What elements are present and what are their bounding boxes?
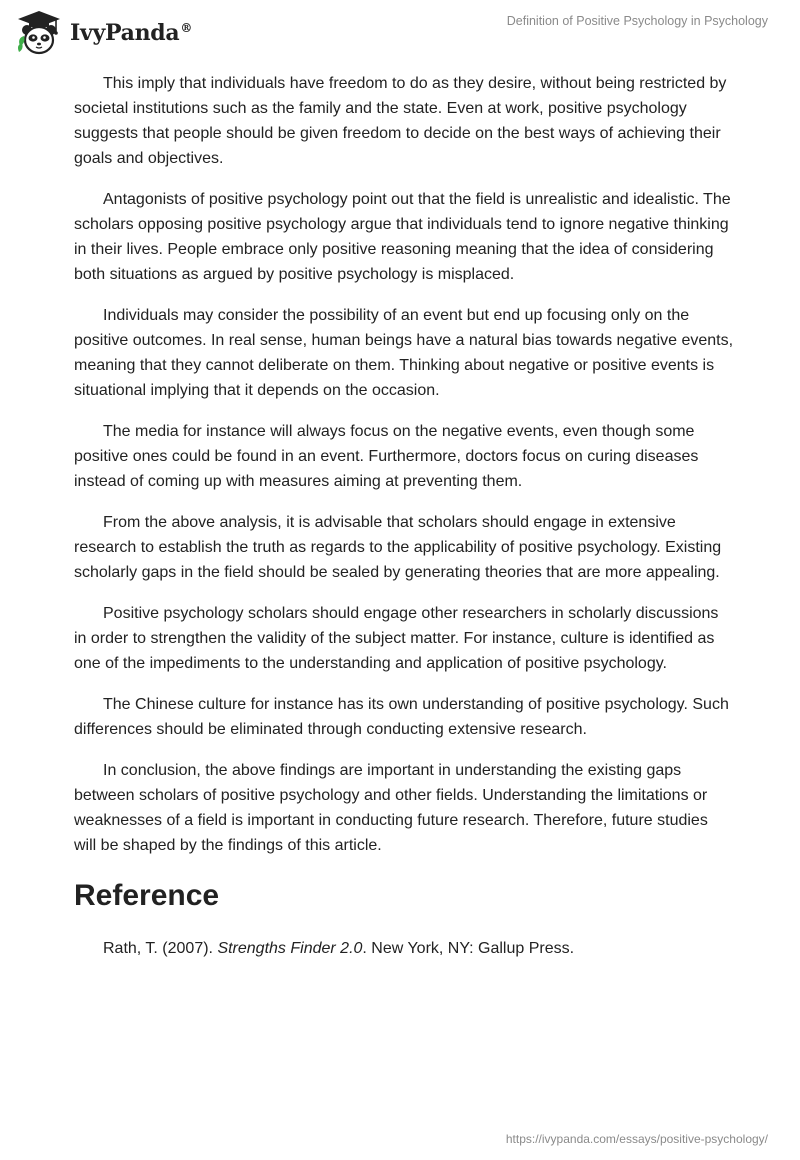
source-url[interactable]: https://ivypanda.com/essays/positive-psychology/ (505, 1132, 768, 1146)
reference-item: Rath, T. (2007). Strengths Finder 2.0. New York, NY: Gallup Press. (103, 940, 575, 957)
brand-name: IvyPanda® (70, 20, 193, 46)
paragraph: From the above analysis, it is advisable that scholars should engage in extensive research to establish the truth as regards to the applicability of positive psychology. Existing scholarly gaps in the field should be sealed by generating theories that are more appealing. (74, 514, 722, 581)
paragraph: Positive psychology scholars should engage other researchers in scholarly discussions in order to strengthen the validity of the subject matter. For instance, culture is identified as one of the impediments to the understanding and application of positive psychology. (74, 605, 719, 672)
paragraph: Antagonists of positive psychology point out that the field is unrealistic and idealistic. The scholars opposing positive psychology argue that individuals tend to ignore negative thinking in their lives. People embrace only positive reasoning meaning that the idea of considering both situations as argued by positive psychology is misplaced. (74, 191, 731, 283)
paragraph: Individuals may consider the possibility of an event but end up focusing only on the positive outcomes. In real sense, human beings have a natural bias towards negative events, meaning that they cannot deliberate on them. Thinking about negative or positive events is situational implying that it depends on the occasion. (74, 307, 734, 399)
ivypanda-logo[interactable] (14, 8, 192, 58)
document-title: Definition of Positive Psychology in Psychology (506, 14, 768, 28)
paragraph: The Chinese culture for instance has its own understanding of positive psychology. Such differences should be eliminated through conducting extensive research. (74, 696, 729, 738)
paragraph: The media for instance will always focus on the negative events, even though some positive ones could be found in an event. Furthermore, doctors focus on curing diseases instead of coming up with measures aiming at preventing them. (74, 423, 699, 490)
paragraph: In conclusion, the above findings are important in understanding the existing gaps between scholars of positive psychology and other fields. Understanding the limitations or weaknesses of a field is important in conducting future research. Therefore, future studies will be shaped by the findings of this article. (74, 762, 708, 854)
reference-title: Strengths Finder 2.0 (217, 940, 363, 957)
paragraph: This imply that individuals have freedom to do as they desire, without being restricted by societal institutions such as the family and the state. Even at work, positive psychology suggests that people should be given freedom to decide on the best ways of achieving their goals and objectives. (74, 75, 727, 167)
reference-heading: Reference (74, 879, 220, 912)
page-header (0, 0, 800, 64)
essay-body (74, 71, 734, 977)
panda-graduate-icon (14, 8, 64, 58)
